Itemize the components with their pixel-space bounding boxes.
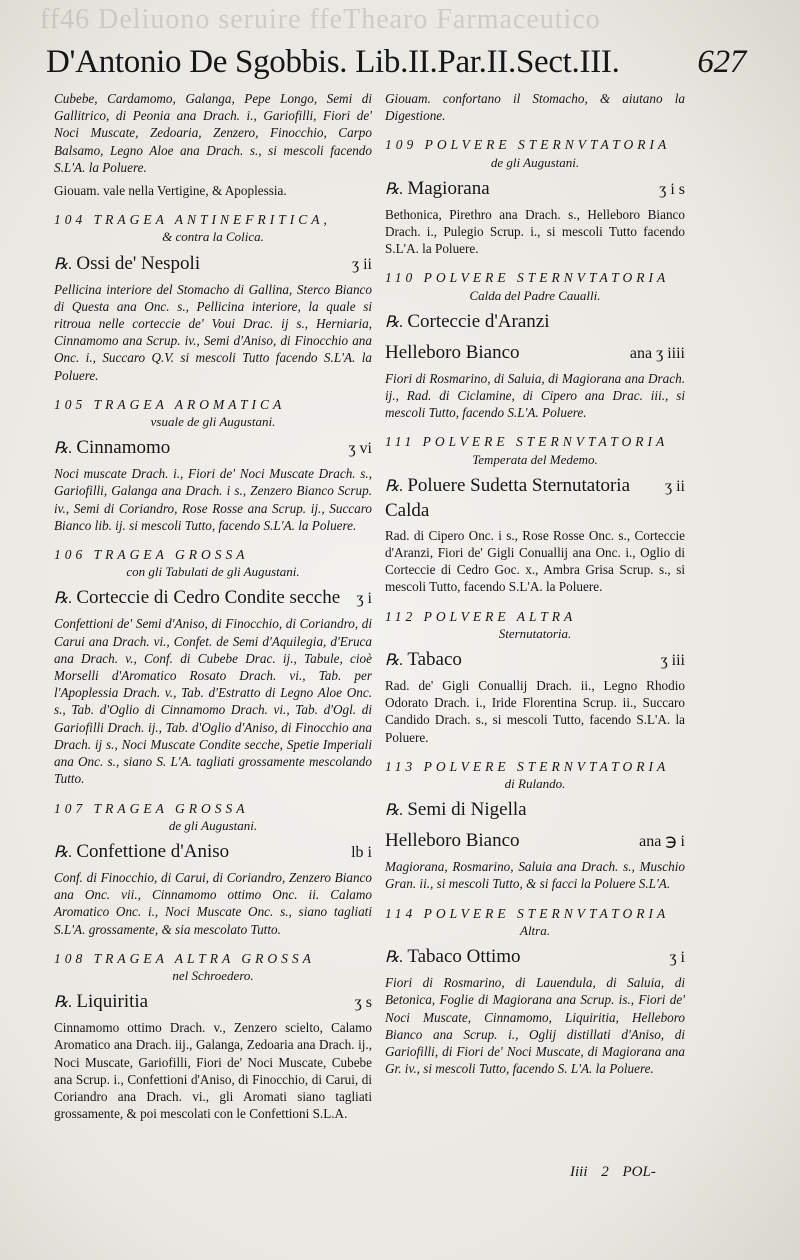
section-110-recipe-line-2 (385, 341, 685, 366)
recipe-quantity: ʒ s (354, 994, 372, 1012)
recipe-ingredient: Ossi de' Nespoli (76, 252, 201, 274)
section-113-recipe (385, 798, 685, 823)
recipe-quantity: ana ʒ iiii (629, 344, 685, 362)
section-108-recipe (54, 990, 372, 1015)
section-112-text: Rad. de' Gigli Conuallij Drach. ii., Legno Rhodio Odorato Drach. i., Iride Florentina Scrup. ii., Succaro Candido Drach. s., si mescoli Tutto, facendo S.L'A. la Poluere. (385, 678, 685, 745)
section-113-subtitle: di Rulando. (504, 776, 566, 792)
rx-symbol: ℞. (385, 949, 404, 967)
rx-symbol: ℞. (54, 590, 73, 608)
recipe-quantity: ʒ i (669, 949, 685, 967)
section-105-recipe (54, 436, 372, 461)
recipe-ingredient: Corteccie di Cedro Condite secche (76, 587, 341, 609)
section-113-recipe-line-2 (385, 829, 685, 854)
rx-symbol: ℞. (385, 802, 404, 820)
section-111-heading: 111 POLVERE STERNVTATORIA (385, 434, 669, 450)
rx-symbol: ℞. (385, 652, 404, 670)
section-111-subtitle: Temperata del Medemo. (472, 451, 598, 467)
section-106-heading: 106 TRAGEA GROSSA (54, 547, 249, 563)
right-column (385, 90, 685, 1083)
section-104-text: Pellicina interiore del Stomacho di Gallina, Sterco Bianco di Questa ana Onc. s., Pellicina interiore, la quale si ritroua nelle corteccie de' Voui Drac. ij s., Herniaria, Cinnamomo ana Scrup. iv., Semi d'Aniso, di Finocchio ana Onc. i., Succaro Q.V. si mescoli Tutto facendo S.L'A. la Poluere. (54, 281, 372, 383)
section-113-text: Magiorana, Rosmarino, Saluia ana Drach. s., Muschio Gran. ii., si mescoli Tutto, & si facci la Poluere S.L'A. (385, 859, 685, 892)
section-105-subtitle: vsuale de gli Augustani. (150, 414, 276, 430)
section-105-heading: 105 TRAGEA AROMATICA (54, 396, 286, 412)
section-104-recipe (54, 252, 372, 277)
recipe-quantity: lb i (351, 843, 372, 861)
section-104-subtitle: & contra la Colica. (162, 229, 264, 245)
recipe-quantity: ʒ ii (352, 255, 372, 273)
intro-text: Cubebe, Cardamomo, Galanga, Pepe Longo, Semi di Gallitrico, di Peonia ana Drach. i., Gariofilli, Fiori de' Noci Muscate, Zedoaria, Zenzero, Finocchio, Carpo Balsamo, Legno Aloe ana Drach. s., si mescoli facendo S.L'A. la Poluere. (54, 91, 372, 175)
header-title: D'Antonio De Sgobbis. Lib.II.Par.II.Sect.III. (46, 44, 620, 80)
recipe-quantity: ʒ iii (660, 652, 685, 670)
section-114-recipe (385, 945, 685, 970)
section-112-heading: 112 POLVERE ALTRA (385, 608, 577, 624)
section-114-heading: 114 POLVERE STERNVTATORIA (385, 905, 670, 921)
intro-note: Giouam. vale nella Vertigine, & Apoplessia. (54, 183, 287, 199)
rx-symbol: ℞. (54, 843, 73, 861)
recipe-ingredient: Liquiritia (76, 991, 149, 1013)
section-109-recipe (385, 177, 685, 202)
recipe-quantity: ʒ i (356, 590, 372, 608)
section-108-text: Cinnamomo ottimo Drach. v., Zenzero scielto, Calamo Aromatico ana Drach. iij., Galanga, Zedoaria ana Drach. ij., Noci Muscate, Gariofilli, Fiori de' Noci Muscate, Cubebe ana Scrup. i., Confettioni d'Aniso, di Finocchio, di Carui, di Coriandro ana Drach. vi., gli Aromati siano tagliati grossamente, & poi mescolati con le Confettioni S.L.A. (54, 1020, 372, 1122)
rx-symbol: ℞. (54, 440, 73, 458)
section-113-heading: 113 POLVERE STERNVTATORIA (385, 758, 670, 774)
recipe-ingredient: Magiorana (407, 177, 490, 199)
section-110-subtitle: Calda del Padre Caualli. (469, 287, 601, 303)
rx-symbol: ℞. (54, 255, 73, 273)
rx-symbol: ℞. (385, 477, 404, 495)
section-114-subtitle: Altra. (520, 922, 550, 938)
section-106-subtitle: con gli Tabulati de gli Augustani. (126, 564, 300, 580)
rx-symbol: ℞. (385, 180, 404, 198)
recipe-quantity: ʒ vi (348, 440, 372, 458)
running-header (46, 42, 746, 82)
section-110-text: Fiori di Rosmarino, di Saluia, di Magiorana ana Drach. ij., Rad. di Ciclamine, di Cipero ana Drac. iii., si mescoli Tutto, facendo S.L'A. Poluere. (385, 370, 685, 421)
left-column (54, 90, 372, 1128)
section-104-heading: 104 TRAGEA ANTINEFRITICA, (54, 212, 331, 228)
section-109-text: Bethonica, Pirethro ana Drach. s., Helleboro Bianco Drach. i., Pulegio Scrup. i., si mescoli Tutto facendo S.L'A. la Poluere. (385, 206, 685, 257)
recipe-ingredient: Tabaco Ottimo (407, 946, 521, 968)
section-110-recipe (385, 310, 685, 335)
section-110-heading: 110 POLVERE STERNVTATORIA (385, 270, 670, 286)
recipe-ingredient: Cinnamomo (76, 437, 171, 459)
section-112-recipe (385, 648, 685, 673)
section-114-text: Fiori di Rosmarino, di Lauendula, di Saluia, di Betonica, Foglie di Magiorana ana Scrup. is., Fiori de' Noci Muscate, Cinnamomo, Liquiritia, Helleboro Bianco ana Scrup. i., Oglij distillati d'Aniso, di Gariofilli, di Fiori de' Noci Muscate, di Magiorana ana Gr. iv., si mescoli Tutto, facendo S. L'A. la Poluere. (385, 975, 685, 1077)
right-intro-text: Giouam. confortano il Stomacho, & aiutano la Digestione. (385, 91, 685, 124)
recipe-quantity: ʒ i s (659, 180, 685, 198)
recipe-quantity: ana ℈ i (639, 833, 685, 851)
section-107-subtitle: de gli Augustani. (168, 817, 258, 833)
recipe-ingredient: Poluere Sudetta Sternutatoria Calda (385, 474, 631, 521)
recipe-quantity: ʒ ii (665, 477, 685, 495)
section-106-text: Confettioni de' Semi d'Aniso, di Finocchio, di Coriandro, di Carui ana Drach. vi., Confet. de Semi d'Aquilegia, d'Eruca ana Drach. v., Conf. di Cubebe Drac. ij., Tabule, cioè Morselli d'Aromatico Rosato Drach. vi., Tab. per l'Apoplessia Drach. v., Tab. d'Estratto di Legno Aloe Onc. s., Tab. d'Oglio di Cinnamomo Drach. vi., Tab. d'Ogl. di Gariofilli Drach. ij., Tab. d'Oglio d'Aniso, di Finocchio ana Drach. ij s., Noci Muscate Condite secche, Spetie Imperiali ana Onc. s., siano S. L'A. tagliati grossamente mescolando Tutto. (54, 616, 372, 787)
section-111-text: Rad. di Cipero Onc. i s., Rose Rosse Onc. s., Corteccie d'Aranzi, Fiori de' Gigli Conuallij ana Onc. i., Oglio di Corteccie di Cedro Goc. x., Ambra Grisa Scrup. s., si mescoli Tutto, facendo S.L'A. la Poluere. (385, 527, 685, 595)
section-109-heading: 109 POLVERE STERNVTATORIA (385, 137, 671, 153)
page-footer (570, 1164, 656, 1181)
recipe-ingredient: Tabaco (407, 649, 462, 671)
section-106-recipe (54, 586, 372, 611)
catchword: POL- (622, 1164, 656, 1180)
section-107-heading: 107 TRAGEA GROSSA (54, 800, 249, 816)
section-107-recipe (54, 840, 372, 865)
page-number: 627 (697, 44, 746, 80)
rx-symbol: ℞. (54, 994, 73, 1012)
section-108-subtitle: nel Schroedero. (172, 967, 254, 983)
recipe-ingredient: Confettione d'Aniso (76, 840, 230, 862)
signature-mark: Iiii 2 (570, 1164, 609, 1180)
section-108-heading: 108 TRAGEA ALTRA GROSSA (54, 950, 315, 966)
section-107-text: Conf. di Finocchio, di Carui, di Coriandro, Zenzero Bianco ana Onc. vii., Cinnamomo ottimo Onc. ii. Calamo Aromatico Onc. i., Noci Muscate Onc. s., siano tagliati S.L'A. grossamente, & sia mescolato Tutto. (54, 869, 372, 937)
recipe-ingredient: Helleboro Bianco (385, 341, 520, 363)
section-112-subtitle: Sternutatoria. (498, 625, 572, 641)
recipe-ingredient: Corteccie d'Aranzi (407, 310, 550, 332)
section-111-recipe (385, 474, 685, 523)
section-105-text: Noci muscate Drach. i., Fiori de' Noci Muscate Drach. s., Gariofilli, Galanga ana Drach. i s., Zenzero Bianco Scrup. iv., Semi di Coriandro, Rose Rosse ana Scrup. ij., Succaro Bianco lib. ij. si mescoli Tutto, facendo S.L'A. la Poluere. (54, 466, 372, 533)
recipe-ingredient: Semi di Nigella (407, 799, 527, 821)
rx-symbol: ℞. (385, 313, 404, 331)
bleed-through-text: ff46 Deliuono seruire ffeThearo Farmaceutico (40, 4, 601, 35)
section-109-subtitle: de gli Augustani. (490, 154, 580, 170)
recipe-ingredient: Helleboro Bianco (385, 830, 520, 852)
